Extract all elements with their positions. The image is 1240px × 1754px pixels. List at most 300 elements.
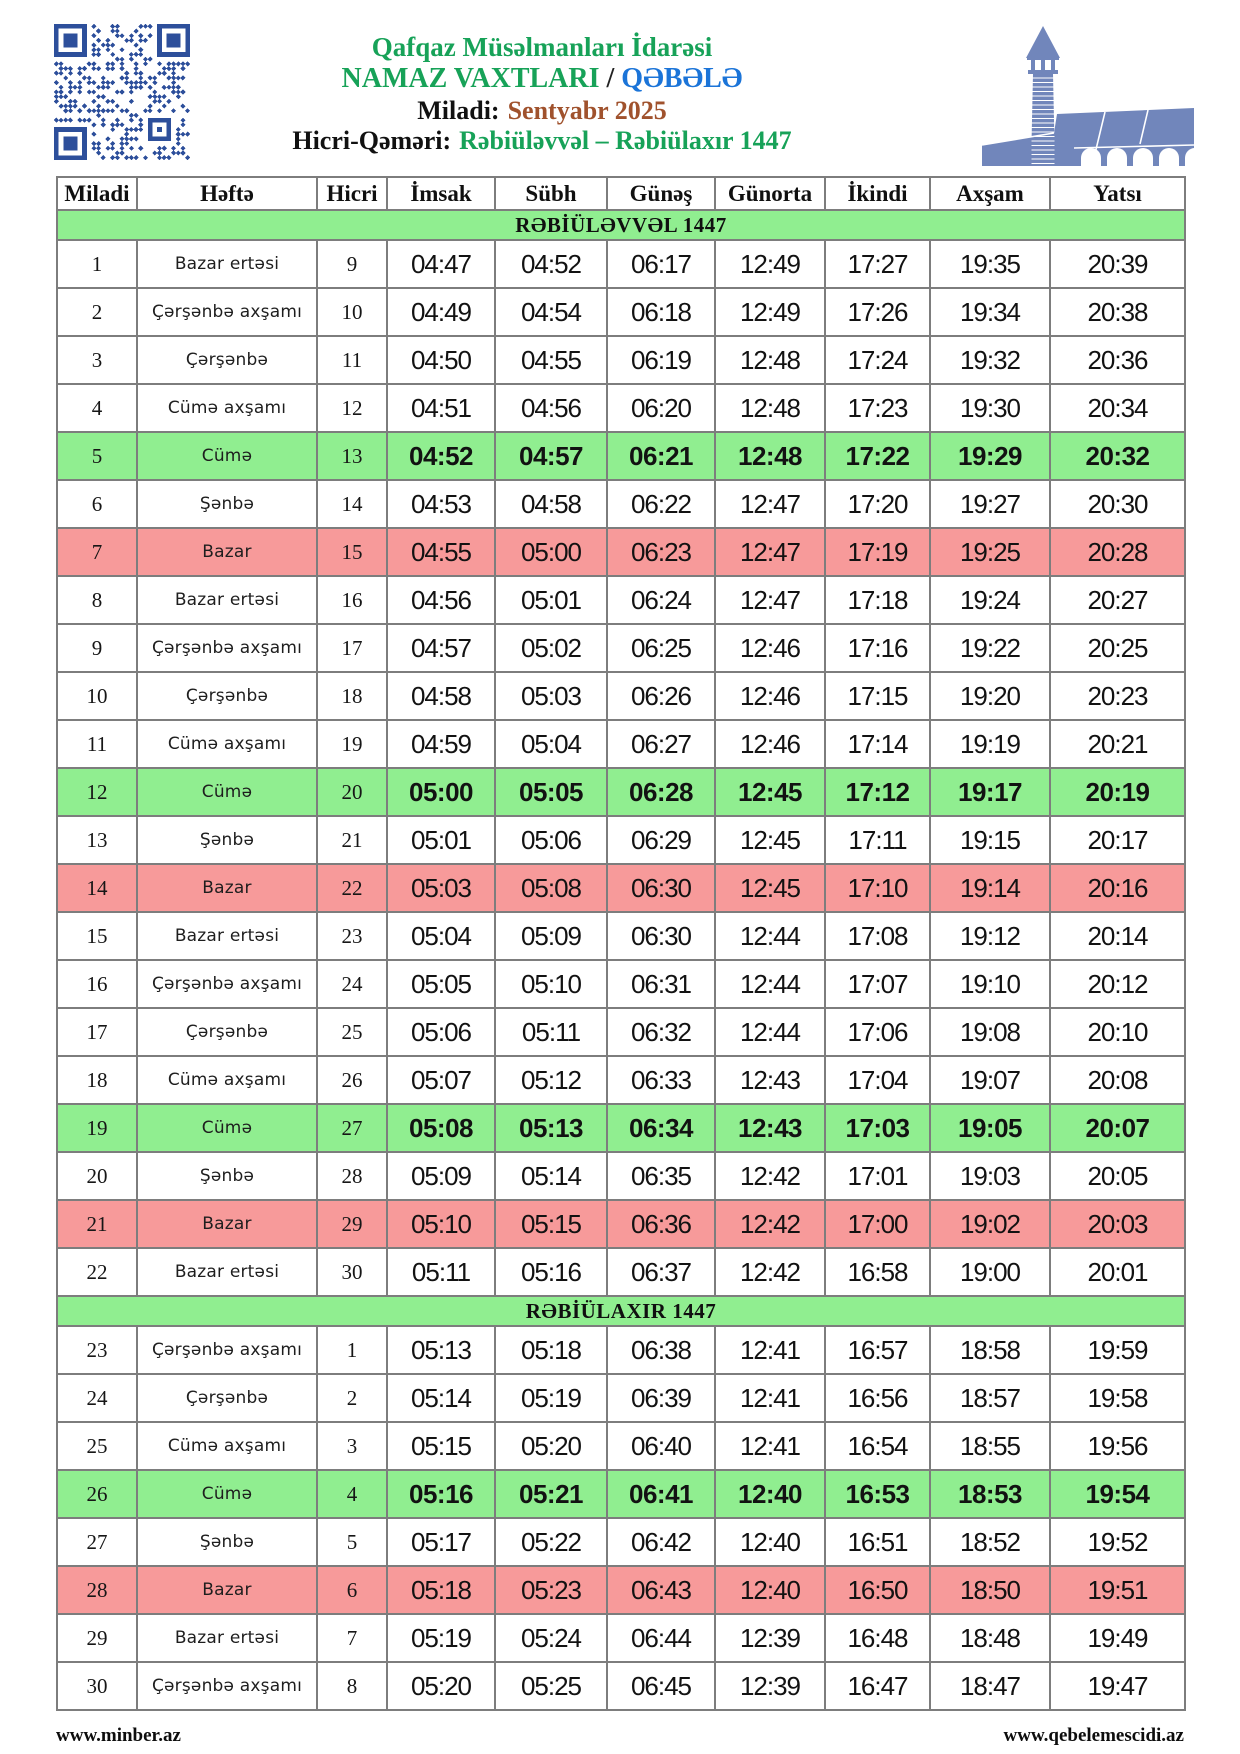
gunes-cell: 06:27: [607, 720, 715, 768]
miladi-cell: 16: [57, 960, 137, 1008]
gunorta-cell: 12:46: [715, 672, 825, 720]
weekday-cell: Şənbə: [137, 1152, 317, 1200]
ikindi-cell: 17:16: [825, 624, 930, 672]
imsak-cell: 04:55: [387, 528, 495, 576]
axsam-cell: 19:19: [930, 720, 1050, 768]
yatsi-cell: 19:52: [1050, 1518, 1185, 1566]
hicri-cell: 27: [317, 1104, 387, 1152]
hicri-cell: 2: [317, 1374, 387, 1422]
month-section-row: [57, 210, 1185, 240]
imsak-cell: 04:59: [387, 720, 495, 768]
gunes-cell: 06:22: [607, 480, 715, 528]
day-row: [57, 288, 1185, 336]
axsam-cell: 19:24: [930, 576, 1050, 624]
gunorta-cell: 12:47: [715, 576, 825, 624]
imsak-cell: 05:09: [387, 1152, 495, 1200]
imsak-cell: 05:06: [387, 1008, 495, 1056]
weekday-cell: Bazar: [137, 864, 317, 912]
hicri-cell: 14: [317, 480, 387, 528]
gunorta-cell: 12:41: [715, 1326, 825, 1374]
column-header-hicri: Hicri: [317, 177, 387, 210]
hicri-cell: 18: [317, 672, 387, 720]
day-row: [57, 1056, 1185, 1104]
axsam-cell: 19:14: [930, 864, 1050, 912]
subh-cell: 04:55: [495, 336, 607, 384]
footer-link-left: www.minber.az: [56, 1725, 181, 1746]
hicri-cell: 5: [317, 1518, 387, 1566]
hicri-cell: 25: [317, 1008, 387, 1056]
miladi-cell: 14: [57, 864, 137, 912]
subh-cell: 05:13: [495, 1104, 607, 1152]
weekday-cell: Cümə axşamı: [137, 384, 317, 432]
axsam-cell: 19:07: [930, 1056, 1050, 1104]
hicri-cell: 10: [317, 288, 387, 336]
gunes-cell: 06:25: [607, 624, 715, 672]
title-separator: /: [599, 63, 622, 95]
gunorta-cell: 12:41: [715, 1374, 825, 1422]
gunorta-cell: 12:48: [715, 336, 825, 384]
ikindi-cell: 16:57: [825, 1326, 930, 1374]
column-header-yatsi: Yatsı: [1050, 177, 1185, 210]
yatsi-cell: 20:19: [1050, 768, 1185, 816]
axsam-cell: 18:47: [930, 1662, 1050, 1710]
miladi-cell: 4: [57, 384, 137, 432]
yatsi-cell: 20:07: [1050, 1104, 1185, 1152]
imsak-cell: 04:49: [387, 288, 495, 336]
yatsi-cell: 20:03: [1050, 1200, 1185, 1248]
miladi-cell: 10: [57, 672, 137, 720]
gunorta-cell: 12:44: [715, 960, 825, 1008]
weekday-cell: Cümə: [137, 1104, 317, 1152]
ikindi-cell: 17:01: [825, 1152, 930, 1200]
subh-cell: 04:56: [495, 384, 607, 432]
day-row: [57, 1326, 1185, 1374]
gunes-cell: 06:35: [607, 1152, 715, 1200]
hicri-cell: 8: [317, 1662, 387, 1710]
gunorta-cell: 12:42: [715, 1152, 825, 1200]
gunorta-cell: 12:39: [715, 1614, 825, 1662]
weekday-cell: Bazar: [137, 1566, 317, 1614]
weekday-cell: Cümə axşamı: [137, 720, 317, 768]
subh-cell: 05:04: [495, 720, 607, 768]
day-row: [57, 1200, 1185, 1248]
weekday-cell: Çərşənbə axşamı: [137, 1326, 317, 1374]
axsam-cell: 19:10: [930, 960, 1050, 1008]
ikindi-cell: 17:19: [825, 528, 930, 576]
gunorta-cell: 12:40: [715, 1518, 825, 1566]
weekday-cell: Bazar ertəsi: [137, 1248, 317, 1296]
day-row: [57, 624, 1185, 672]
ikindi-cell: 17:14: [825, 720, 930, 768]
weekday-cell: Çərşənbə axşamı: [137, 960, 317, 1008]
yatsi-cell: 19:54: [1050, 1470, 1185, 1518]
miladi-cell: 26: [57, 1470, 137, 1518]
hicri-cell: 1: [317, 1326, 387, 1374]
miladi-cell: 19: [57, 1104, 137, 1152]
hicri-cell: 21: [317, 816, 387, 864]
axsam-cell: 19:30: [930, 384, 1050, 432]
hicri-cell: 7: [317, 1614, 387, 1662]
column-header-subh: Sübh: [495, 177, 607, 210]
hicri-line: [190, 126, 894, 156]
weekday-cell: Çərşənbə: [137, 336, 317, 384]
subh-cell: 05:24: [495, 1614, 607, 1662]
miladi-cell: 29: [57, 1614, 137, 1662]
month-section-title: RƏBİÜLƏVVƏL 1447: [57, 210, 1185, 240]
imsak-cell: 05:01: [387, 816, 495, 864]
prayer-times-table: [56, 176, 1186, 1711]
gunorta-cell: 12:42: [715, 1200, 825, 1248]
axsam-cell: 19:32: [930, 336, 1050, 384]
imsak-cell: 05:14: [387, 1374, 495, 1422]
gunes-cell: 06:37: [607, 1248, 715, 1296]
gunes-cell: 06:41: [607, 1470, 715, 1518]
gunorta-cell: 12:44: [715, 912, 825, 960]
column-header-weekday: Həftə: [137, 177, 317, 210]
axsam-cell: 18:58: [930, 1326, 1050, 1374]
hicri-cell: 22: [317, 864, 387, 912]
hicri-cell: 4: [317, 1470, 387, 1518]
yatsi-cell: 20:34: [1050, 384, 1185, 432]
ikindi-cell: 17:03: [825, 1104, 930, 1152]
miladi-cell: 24: [57, 1374, 137, 1422]
gunes-cell: 06:39: [607, 1374, 715, 1422]
subh-cell: 05:12: [495, 1056, 607, 1104]
axsam-cell: 19:05: [930, 1104, 1050, 1152]
ikindi-cell: 17:26: [825, 288, 930, 336]
subh-cell: 05:14: [495, 1152, 607, 1200]
day-row: [57, 1104, 1185, 1152]
day-row: [57, 1374, 1185, 1422]
miladi-cell: 21: [57, 1200, 137, 1248]
mosque-illustration: [894, 24, 1194, 166]
ikindi-cell: 17:06: [825, 1008, 930, 1056]
weekday-cell: Şənbə: [137, 816, 317, 864]
miladi-cell: 8: [57, 576, 137, 624]
day-row: [57, 960, 1185, 1008]
day-row: [57, 1248, 1185, 1296]
weekday-cell: Çərşənbə axşamı: [137, 288, 317, 336]
title-city: QƏBƏLƏ: [621, 63, 743, 95]
day-row: [57, 432, 1185, 480]
page-title: [190, 63, 894, 95]
imsak-cell: 05:20: [387, 1662, 495, 1710]
subh-cell: 05:19: [495, 1374, 607, 1422]
axsam-cell: 19:27: [930, 480, 1050, 528]
gunorta-cell: 12:45: [715, 768, 825, 816]
axsam-cell: 19:08: [930, 1008, 1050, 1056]
hicri-cell: 17: [317, 624, 387, 672]
miladi-cell: 27: [57, 1518, 137, 1566]
miladi-cell: 11: [57, 720, 137, 768]
subh-cell: 04:58: [495, 480, 607, 528]
ikindi-cell: 16:47: [825, 1662, 930, 1710]
miladi-cell: 6: [57, 480, 137, 528]
weekday-cell: Çərşənbə axşamı: [137, 624, 317, 672]
ikindi-cell: 16:51: [825, 1518, 930, 1566]
axsam-cell: 19:02: [930, 1200, 1050, 1248]
subh-cell: 05:11: [495, 1008, 607, 1056]
imsak-cell: 04:52: [387, 432, 495, 480]
ikindi-cell: 17:15: [825, 672, 930, 720]
weekday-cell: Bazar: [137, 528, 317, 576]
gunes-cell: 06:30: [607, 912, 715, 960]
weekday-cell: Bazar ertəsi: [137, 576, 317, 624]
imsak-cell: 05:07: [387, 1056, 495, 1104]
gunes-cell: 06:20: [607, 384, 715, 432]
day-row: [57, 672, 1185, 720]
gunorta-cell: 12:40: [715, 1566, 825, 1614]
day-row: [57, 864, 1185, 912]
subh-cell: 05:18: [495, 1326, 607, 1374]
column-header-gunorta: Günorta: [715, 177, 825, 210]
yatsi-cell: 20:10: [1050, 1008, 1185, 1056]
miladi-cell: 13: [57, 816, 137, 864]
ikindi-cell: 16:58: [825, 1248, 930, 1296]
imsak-cell: 04:57: [387, 624, 495, 672]
ikindi-cell: 17:20: [825, 480, 930, 528]
miladi-cell: 25: [57, 1422, 137, 1470]
yatsi-cell: 20:01: [1050, 1248, 1185, 1296]
axsam-cell: 19:25: [930, 528, 1050, 576]
yatsi-cell: 20:36: [1050, 336, 1185, 384]
gunes-cell: 06:30: [607, 864, 715, 912]
subh-cell: 05:09: [495, 912, 607, 960]
ikindi-cell: 17:04: [825, 1056, 930, 1104]
page-header: [0, 0, 1240, 172]
imsak-cell: 04:58: [387, 672, 495, 720]
column-header-ikindi: İkindi: [825, 177, 930, 210]
gunorta-cell: 12:47: [715, 480, 825, 528]
yatsi-cell: 20:30: [1050, 480, 1185, 528]
hicri-cell: 15: [317, 528, 387, 576]
weekday-cell: Cümə: [137, 1470, 317, 1518]
gunorta-cell: 12:40: [715, 1470, 825, 1518]
axsam-cell: 19:17: [930, 768, 1050, 816]
weekday-cell: Bazar ertəsi: [137, 912, 317, 960]
ikindi-cell: 17:10: [825, 864, 930, 912]
subh-cell: 05:01: [495, 576, 607, 624]
ikindi-cell: 17:18: [825, 576, 930, 624]
subh-cell: 05:05: [495, 768, 607, 816]
ikindi-cell: 17:11: [825, 816, 930, 864]
gunorta-cell: 12:49: [715, 288, 825, 336]
hicri-cell: 3: [317, 1422, 387, 1470]
imsak-cell: 04:56: [387, 576, 495, 624]
hicri-cell: 23: [317, 912, 387, 960]
yatsi-cell: 20:08: [1050, 1056, 1185, 1104]
weekday-cell: Bazar ertəsi: [137, 240, 317, 288]
organization-title: Qafqaz Müsəlmanları İdarəsi: [371, 32, 713, 62]
weekday-cell: Cümə axşamı: [137, 1056, 317, 1104]
gunes-cell: 06:26: [607, 672, 715, 720]
day-row: [57, 1566, 1185, 1614]
subh-cell: 05:06: [495, 816, 607, 864]
imsak-cell: 05:13: [387, 1326, 495, 1374]
imsak-cell: 05:18: [387, 1566, 495, 1614]
gunes-cell: 06:18: [607, 288, 715, 336]
hicri-label: Hicri-Qəməri:: [292, 125, 452, 155]
subh-cell: 04:52: [495, 240, 607, 288]
miladi-label: Miladi:: [417, 95, 500, 125]
axsam-cell: 19:00: [930, 1248, 1050, 1296]
weekday-cell: Şənbə: [137, 480, 317, 528]
day-row: [57, 336, 1185, 384]
gunorta-cell: 12:43: [715, 1056, 825, 1104]
gunes-cell: 06:34: [607, 1104, 715, 1152]
hicri-cell: 20: [317, 768, 387, 816]
day-row: [57, 240, 1185, 288]
gunes-cell: 06:36: [607, 1200, 715, 1248]
gunorta-cell: 12:46: [715, 720, 825, 768]
hicri-cell: 16: [317, 576, 387, 624]
gunes-cell: 06:44: [607, 1614, 715, 1662]
miladi-cell: 15: [57, 912, 137, 960]
day-row: [57, 912, 1185, 960]
miladi-cell: 18: [57, 1056, 137, 1104]
gunorta-cell: 12:45: [715, 864, 825, 912]
subh-cell: 04:54: [495, 288, 607, 336]
hicri-cell: 29: [317, 1200, 387, 1248]
ikindi-cell: 16:54: [825, 1422, 930, 1470]
day-row: [57, 1422, 1185, 1470]
ikindi-cell: 16:56: [825, 1374, 930, 1422]
imsak-cell: 05:19: [387, 1614, 495, 1662]
footer-link-right: www.qebelemescidi.az: [1003, 1725, 1184, 1746]
day-row: [57, 1518, 1185, 1566]
gunorta-cell: 12:39: [715, 1662, 825, 1710]
column-header-miladi: Miladi: [57, 177, 137, 210]
column-header-gunes: Günəş: [607, 177, 715, 210]
yatsi-cell: 19:58: [1050, 1374, 1185, 1422]
miladi-cell: 28: [57, 1566, 137, 1614]
hicri-cell: 19: [317, 720, 387, 768]
yatsi-cell: 19:51: [1050, 1566, 1185, 1614]
imsak-cell: 04:53: [387, 480, 495, 528]
yatsi-cell: 20:12: [1050, 960, 1185, 1008]
axsam-cell: 18:48: [930, 1614, 1050, 1662]
subh-cell: 05:02: [495, 624, 607, 672]
yatsi-cell: 19:47: [1050, 1662, 1185, 1710]
miladi-cell: 3: [57, 336, 137, 384]
yatsi-cell: 20:05: [1050, 1152, 1185, 1200]
gunes-cell: 06:42: [607, 1518, 715, 1566]
yatsi-cell: 20:14: [1050, 912, 1185, 960]
page-footer: [56, 1725, 1184, 1747]
weekday-cell: Cümə: [137, 768, 317, 816]
weekday-cell: Bazar: [137, 1200, 317, 1248]
day-row: [57, 768, 1185, 816]
imsak-cell: 05:10: [387, 1200, 495, 1248]
gunes-cell: 06:21: [607, 432, 715, 480]
axsam-cell: 18:57: [930, 1374, 1050, 1422]
day-row: [57, 528, 1185, 576]
miladi-cell: 30: [57, 1662, 137, 1710]
axsam-cell: 18:53: [930, 1470, 1050, 1518]
hicri-cell: 24: [317, 960, 387, 1008]
gunes-cell: 06:28: [607, 768, 715, 816]
hicri-cell: 30: [317, 1248, 387, 1296]
axsam-cell: 19:29: [930, 432, 1050, 480]
imsak-cell: 04:47: [387, 240, 495, 288]
yatsi-cell: 19:56: [1050, 1422, 1185, 1470]
imsak-cell: 05:17: [387, 1518, 495, 1566]
miladi-cell: 23: [57, 1326, 137, 1374]
day-row: [57, 720, 1185, 768]
yatsi-cell: 20:28: [1050, 528, 1185, 576]
hicri-cell: 28: [317, 1152, 387, 1200]
day-row: [57, 1008, 1185, 1056]
subh-cell: 05:00: [495, 528, 607, 576]
hicri-cell: 26: [317, 1056, 387, 1104]
ikindi-cell: 17:23: [825, 384, 930, 432]
gunorta-cell: 12:49: [715, 240, 825, 288]
yatsi-cell: 20:38: [1050, 288, 1185, 336]
miladi-value: Sentyabr 2025: [507, 95, 667, 125]
hicri-cell: 6: [317, 1566, 387, 1614]
imsak-cell: 05:00: [387, 768, 495, 816]
miladi-cell: 20: [57, 1152, 137, 1200]
subh-cell: 05:25: [495, 1662, 607, 1710]
miladi-cell: 7: [57, 528, 137, 576]
axsam-cell: 18:50: [930, 1566, 1050, 1614]
table-header-row: [57, 177, 1185, 210]
gunes-cell: 06:40: [607, 1422, 715, 1470]
imsak-cell: 05:04: [387, 912, 495, 960]
miladi-line: [190, 96, 894, 126]
ikindi-cell: 17:24: [825, 336, 930, 384]
ikindi-cell: 16:50: [825, 1566, 930, 1614]
subh-cell: 05:22: [495, 1518, 607, 1566]
title-block: [190, 24, 894, 156]
column-header-axsam: Axşam: [930, 177, 1050, 210]
weekday-cell: Bazar ertəsi: [137, 1614, 317, 1662]
subh-cell: 05:20: [495, 1422, 607, 1470]
month-section-row: [57, 1296, 1185, 1326]
month-section-title: RƏBİÜLAXIR 1447: [57, 1296, 1185, 1326]
ikindi-cell: 17:08: [825, 912, 930, 960]
yatsi-cell: 20:32: [1050, 432, 1185, 480]
subh-cell: 04:57: [495, 432, 607, 480]
hicri-cell: 9: [317, 240, 387, 288]
subh-cell: 05:16: [495, 1248, 607, 1296]
gunorta-cell: 12:44: [715, 1008, 825, 1056]
gunes-cell: 06:23: [607, 528, 715, 576]
yatsi-cell: 20:21: [1050, 720, 1185, 768]
yatsi-cell: 20:16: [1050, 864, 1185, 912]
hicri-cell: 11: [317, 336, 387, 384]
axsam-cell: 19:15: [930, 816, 1050, 864]
subh-cell: 05:23: [495, 1566, 607, 1614]
weekday-cell: Çərşənbə: [137, 1008, 317, 1056]
gunorta-cell: 12:47: [715, 528, 825, 576]
axsam-cell: 19:03: [930, 1152, 1050, 1200]
day-row: [57, 384, 1185, 432]
miladi-cell: 12: [57, 768, 137, 816]
weekday-cell: Cümə: [137, 432, 317, 480]
gunes-cell: 06:19: [607, 336, 715, 384]
yatsi-cell: 20:23: [1050, 672, 1185, 720]
axsam-cell: 19:35: [930, 240, 1050, 288]
ikindi-cell: 16:48: [825, 1614, 930, 1662]
weekday-cell: Şənbə: [137, 1518, 317, 1566]
hicri-value: Rəbiüləvvəl – Rəbiülaxır 1447: [459, 125, 792, 155]
gunorta-cell: 12:48: [715, 384, 825, 432]
weekday-cell: Çərşənbə: [137, 672, 317, 720]
day-row: [57, 1152, 1185, 1200]
yatsi-cell: 19:59: [1050, 1326, 1185, 1374]
subh-cell: 05:08: [495, 864, 607, 912]
